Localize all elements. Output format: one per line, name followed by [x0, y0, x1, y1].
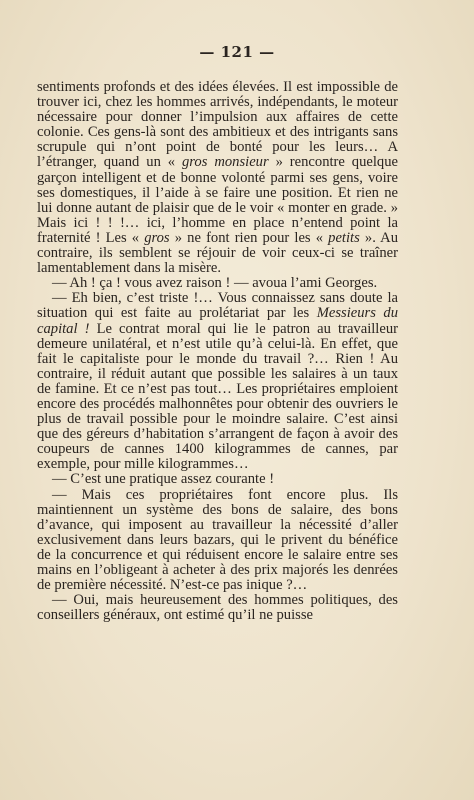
page-number: — 121 — — [199, 43, 275, 61]
text-run: ». Au contraire, ils semblent se réjouir de voir ceux-ci se traîner lamentablement dans la misère. — [37, 229, 399, 277]
text-run: — Ah ! ça ! vous avez raison ! — avoua l’ami Georges. — [52, 275, 378, 292]
italic-text: Messieurs du capital ! — [37, 305, 398, 337]
text-run: — Mais ces propriétaires font encore plus. Ils maintiennent un système des bons de salaire, des bons d’avance, qui imposent au travailleur la nécessité d’aller exclusivement dans leurs bazars, qui le privent du bénéfice de la concurrence et qui réduisent encore le salaire entre ses mains en l’obligeant à acheter à des prix majorés les denrées de première nécessité. N’est-ce pas inique ?… — [37, 486, 398, 594]
paragraph — [37, 593, 398, 623]
italic-text: petits — [328, 229, 360, 246]
paragraph — [37, 276, 398, 291]
paragraph — [37, 291, 398, 472]
paragraph — [37, 80, 398, 276]
text-run: — C’est une pratique assez courante ! — [52, 471, 275, 488]
italic-text: gros monsieur — [182, 154, 269, 171]
paragraph — [37, 488, 398, 594]
text-run: — Oui, mais heureusement des hommes politiques, des conseillers généraux, ont estimé qu’il ne puisse — [37, 592, 398, 624]
text-run: sentiments profonds et des idées élevées. Il est impossible de trouver ici, chez les hommes arrivés, indépendants, le moteur nécessaire pour donner l’impulsion aux affaires de cette colonie. Ces gens-là sont des ambitieux et des intrigants sans scrupule qui n’ont point de bonté pour les leurs… A l’étranger, quand un « — [37, 79, 398, 171]
italic-text: gros — [144, 229, 170, 246]
text-run: Le contrat moral qui lie le patron au travailleur demeure unilatéral, et n’est utile qu’à celui-là. En effet, que fait le capitaliste pour le monde du travail ?… Rien ! Au contraire, il réduit autant que possible les salaires à un taux de famine. Et ce n’est pas tout… Les propriétaires emploient encore des procédés malhonnêtes pour obtenir des ouvriers le plus de travail possible pour le moindre salaire. C’est ainsi que des géreurs d’habitation s’arrangent de façon à avoir des coupeurs de cannes 1400 kilogrammes de cannes, par exemple, pour mille kilogrammes… — [37, 320, 398, 473]
text-run: » rencontre quelque garçon intelligent et de bonne volonté parmi ses gens, voire ses domestiques, il l’aide à se faire une position. Et rien ne lui donne autant de plaisir que de le voir « monter en grade. » Mais ici ! ! !… ici, l’homme en place n’entend point la fraternité ! Les « — [37, 154, 398, 246]
text-run: » ne font rien pour les « — [169, 229, 329, 246]
text-run: — Eh bien, c’est triste !… Vous connaissez sans doute la situation qui est faite au prolétariat par les — [37, 290, 398, 322]
body-text — [37, 80, 398, 623]
paragraph — [37, 472, 398, 487]
